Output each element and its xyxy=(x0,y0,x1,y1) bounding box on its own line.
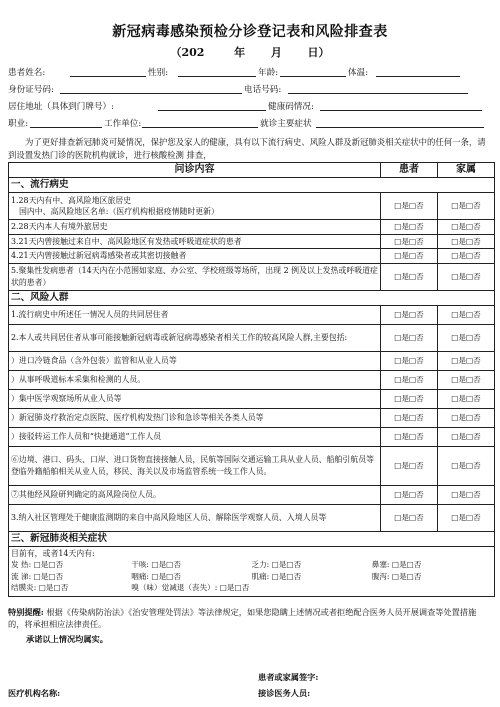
patient-answer[interactable]: □是□否 xyxy=(381,305,438,324)
symptom-fever[interactable]: 发 热: □是□否 xyxy=(11,560,64,569)
patient-answer[interactable]: □是□否 xyxy=(381,408,438,427)
date-month: 月 xyxy=(270,46,282,59)
symptom-line-1 xyxy=(11,559,492,571)
table-row xyxy=(9,427,495,446)
family-answer[interactable]: □是□否 xyxy=(438,408,495,427)
table-row xyxy=(9,389,495,408)
question-text: 2.28天内本人有境外旅居史 xyxy=(9,220,381,235)
symptoms-row xyxy=(9,546,495,596)
id-label: 身份证号码: xyxy=(8,85,54,95)
table-row xyxy=(9,193,495,220)
table-row xyxy=(9,370,495,389)
patient-answer[interactable]: □是□否 xyxy=(381,249,438,264)
family-answer[interactable]: □是□否 xyxy=(438,220,495,235)
staff-label: 接诊医务人员: xyxy=(258,688,311,698)
header-family: 家属 xyxy=(438,163,495,178)
symptom-nasal-congestion[interactable]: 鼻塞: □是□否 xyxy=(371,560,422,569)
gender-label: 性别: xyxy=(148,68,169,78)
age-label: 年龄: xyxy=(258,68,279,78)
patient-answer[interactable]: □是□否 xyxy=(381,389,438,408)
family-answer[interactable]: □是□否 xyxy=(438,370,495,389)
phone-field[interactable] xyxy=(288,83,468,94)
symptoms-cell xyxy=(9,546,495,596)
info-row-3 xyxy=(8,100,492,114)
question-text: ）集中医学观察场所从业人员等 xyxy=(9,389,381,408)
symptom-runny-nose[interactable]: 流 涕: □是□否 xyxy=(11,571,64,581)
date-day: 日） xyxy=(307,46,330,59)
special-reminder xyxy=(8,607,492,630)
question-subtext: 国内中、高风险地区名单:（医疗机构根据疫情随时更新） xyxy=(19,207,219,216)
family-answer[interactable]: □是□否 xyxy=(438,249,495,264)
table-row xyxy=(9,351,495,370)
patient-answer[interactable]: □是□否 xyxy=(381,504,438,531)
question-text: 3.纳入社区管理处于健康监测期的来自中高风险地区人员、解除医学观察人员、入境人员等 xyxy=(9,504,381,531)
symptom-smell-loss[interactable]: 嗅（味）觉减退（丧失）: □是□否 xyxy=(131,583,250,592)
family-answer[interactable]: □是□否 xyxy=(438,504,495,531)
family-answer[interactable]: □是□否 xyxy=(438,427,495,446)
address-field[interactable] xyxy=(158,100,266,111)
name-field[interactable] xyxy=(70,66,146,77)
table-header-row xyxy=(9,163,495,178)
symptom-muscle-pain[interactable]: 肌痛: □是□否 xyxy=(251,571,302,581)
info-row-4 xyxy=(8,117,492,131)
reminder-label: 特别提醒: xyxy=(8,607,44,617)
table-row xyxy=(9,220,495,235)
form-title: 新冠病毒感染预检分诊登记表和风险排查表 xyxy=(112,24,388,40)
symptom-sore-throat[interactable]: 咽痛: □是□否 xyxy=(131,571,181,581)
patient-answer[interactable]: □是□否 xyxy=(381,446,438,485)
symptom-dry-cough[interactable]: 干咳: □是□否 xyxy=(131,560,181,569)
intro-paragraph: 为了更好排查新冠肺炎可疑情况，保护您及家人的健康，具有以下流行病史、风险人群及新冠肺炎相关症状中的任何一条，请到设置发热门诊的医院机构就诊，进行核酸检测 排查， xyxy=(8,137,486,160)
family-answer[interactable]: □是□否 xyxy=(438,446,495,485)
symptom-line-3 xyxy=(11,582,492,594)
patient-answer[interactable]: □是□否 xyxy=(381,220,438,235)
table-row xyxy=(9,504,495,531)
patient-answer[interactable]: □是□否 xyxy=(381,427,438,446)
workplace-label: 工作单位: xyxy=(104,119,142,129)
section-1-row xyxy=(9,178,495,193)
date-year-prefix: （202 xyxy=(170,46,205,59)
question-text: 2.本人或共同居住者从事可能接触新冠病毒或新冠病毒感染者相关工作的较高风险人群,主要包括: xyxy=(9,324,381,351)
date-line xyxy=(0,44,500,60)
symptom-diarrhea[interactable]: 腹泻: □是□否 xyxy=(371,571,422,581)
table-row xyxy=(9,485,495,504)
table-row xyxy=(9,234,495,249)
patient-answer[interactable]: □是□否 xyxy=(381,263,438,290)
header-content: 问诊内容 xyxy=(9,163,381,178)
promise-text: 承诺以上情况均属实。 xyxy=(26,634,108,644)
symptom-conjunctivitis[interactable]: 结膜炎: □是□否 xyxy=(11,583,69,592)
patient-answer[interactable]: □是□否 xyxy=(381,485,438,504)
patient-answer[interactable]: □是□否 xyxy=(381,324,438,351)
question-text: 3.21天内曾接触过来自中、高风险地区有发热或呼吸道症状的患者 xyxy=(9,234,381,249)
family-answer[interactable]: □是□否 xyxy=(438,263,495,290)
signer-label: 患者或家属签字: xyxy=(258,672,319,682)
temperature-label: 体温: xyxy=(348,68,369,78)
info-row-1 xyxy=(8,66,492,80)
question-text: 1.流行病史中所述任一情况人员的共同居住者 xyxy=(9,305,381,324)
table-row xyxy=(9,446,495,485)
phone-label: 电话号码: xyxy=(244,85,282,95)
section-2-row xyxy=(9,290,495,305)
table-row xyxy=(9,408,495,427)
patient-answer[interactable]: □是□否 xyxy=(381,234,438,249)
question-text: 5.聚集性发病患者（14天内在小范围如家庭、办公室、学校班级等场所，出现 2 例及以上发热或呼吸道症状的患者） xyxy=(9,263,381,290)
question-text: ）从事呼吸道标本采集和检测的人员。 xyxy=(9,370,381,389)
patient-answer[interactable]: □是□否 xyxy=(381,370,438,389)
main-symptom-field[interactable] xyxy=(316,117,484,128)
family-answer[interactable]: □是□否 xyxy=(438,305,495,324)
job-field[interactable] xyxy=(30,117,102,128)
id-field[interactable] xyxy=(60,83,242,94)
name-label: 患者姓名: xyxy=(8,68,46,78)
question-cell xyxy=(9,193,381,220)
institution-label: 医疗机构名称: xyxy=(8,688,61,698)
question-text: ⑦其他经风险研判确定的高风险岗位人员。 xyxy=(9,485,381,504)
family-answer[interactable]: □是□否 xyxy=(438,324,495,351)
question-text: 4.21天内曾接触过新冠病毒感染者或其密切接触者 xyxy=(9,249,381,264)
job-label: 职业: xyxy=(8,119,29,129)
health-code-label: 健康码情况: xyxy=(268,102,314,112)
temperature-field[interactable] xyxy=(376,66,460,77)
header-patient: 患者 xyxy=(381,163,438,178)
age-field[interactable] xyxy=(280,66,346,77)
gender-field[interactable] xyxy=(178,66,256,77)
family-answer[interactable]: □是□否 xyxy=(438,485,495,504)
question-text: ⑥边境、港口、码头、口岸、进口货物直接接触人员，民航等国际交通运输工具从业人员、船舶引航员等登临外籍船舶相关从业人员，移民、海关以及市场监管系统一线工作人员。 xyxy=(9,446,381,485)
table-row xyxy=(9,324,495,351)
workplace-field[interactable] xyxy=(142,117,258,128)
section-3-title: 三、新冠肺炎相关症状 xyxy=(9,531,495,546)
section-2-title: 二、风险人群 xyxy=(9,290,495,305)
main-symptom-label: 就诊主要症状 xyxy=(260,119,312,129)
date-year: 年 xyxy=(234,46,246,59)
symptoms-intro: 目前有，或者14天内有: xyxy=(11,548,95,558)
question-text: 1.28天内有中、高风险地区旅居史 xyxy=(11,195,132,205)
family-answer[interactable]: □是□否 xyxy=(438,351,495,370)
symptom-line-2 xyxy=(11,571,492,583)
reminder-text: 根据《传染病防治法》《治安管理处罚法》等法律规定，如果您隐瞒上述情况或者拒绝配合医务人员开展调查等处置措施的，将承担相应法律责任。 xyxy=(8,607,477,629)
info-row-2 xyxy=(8,83,492,97)
address-label: 居住地址（具体到门牌号）: xyxy=(8,102,115,112)
table-row xyxy=(9,305,495,324)
family-answer[interactable]: □是□否 xyxy=(438,234,495,249)
section-1-title: 一、流行病史 xyxy=(9,178,495,193)
patient-answer[interactable]: □是□否 xyxy=(381,193,438,220)
question-text: ）进口冷链食品（含外包装）监管和从业人员等 xyxy=(9,351,381,370)
question-text: ）接驳转运工作人员和“快捷通道”工作人员 xyxy=(9,427,381,446)
question-text: ）新冠肺炎疗救治定点医院、医疗机构发热门诊和急诊等相关各类人员等 xyxy=(9,408,381,427)
table-row xyxy=(9,249,495,264)
screening-table xyxy=(8,162,495,597)
patient-answer[interactable]: □是□否 xyxy=(381,351,438,370)
family-answer[interactable]: □是□否 xyxy=(438,389,495,408)
symptom-fatigue[interactable]: 乏力: □是□否 xyxy=(251,560,302,569)
table-row xyxy=(9,263,495,290)
health-code-field[interactable] xyxy=(320,100,482,111)
section-3-row xyxy=(9,531,495,546)
family-answer[interactable]: □是□否 xyxy=(438,193,495,220)
